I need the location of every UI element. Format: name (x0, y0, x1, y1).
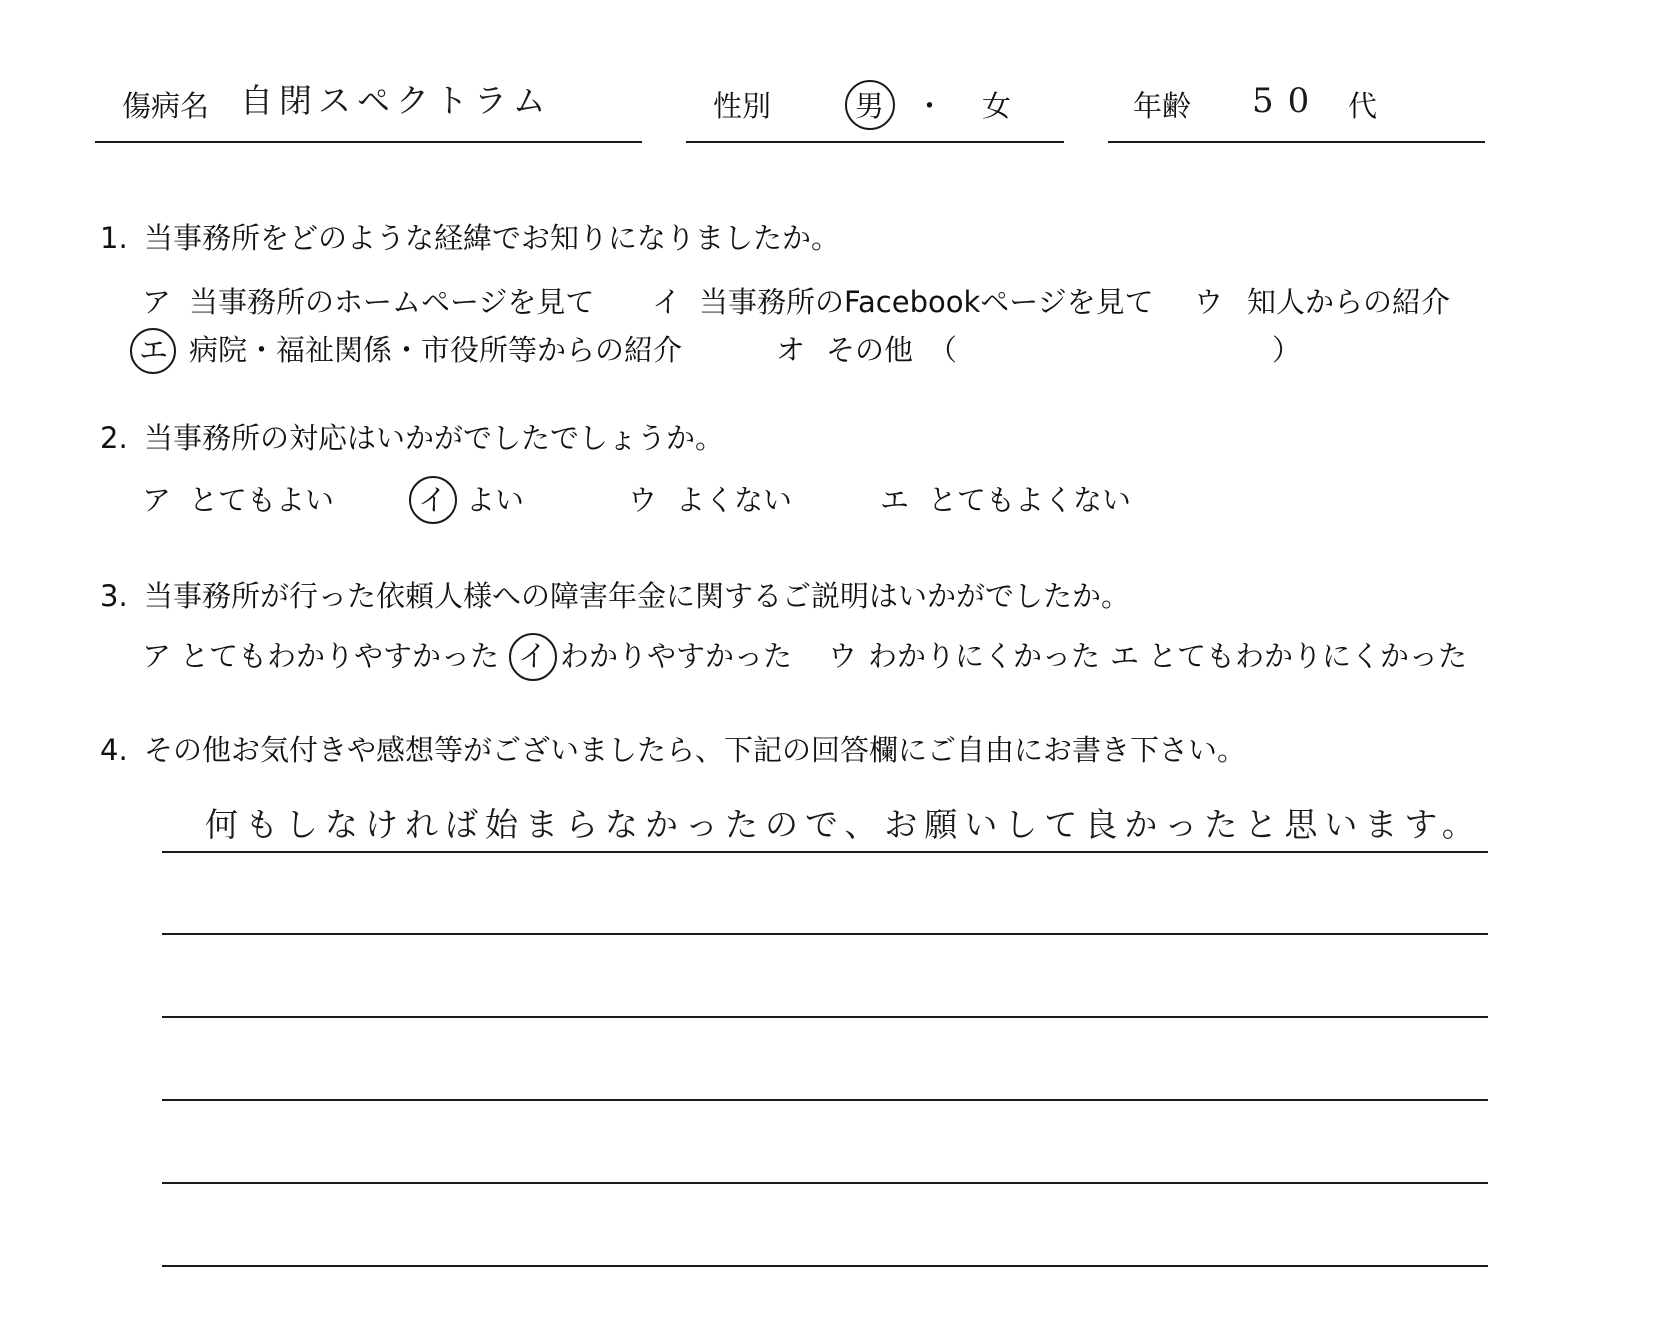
q2-option-a-mark: ア (142, 483, 172, 517)
q2-number: 2. (100, 421, 128, 455)
q1-option-c-text: 知人からの紹介 (1247, 285, 1451, 319)
diagnosis-label: 傷病名 (122, 89, 210, 123)
sex-label: 性別 (713, 89, 772, 123)
q3-question: 当事務所が行った依頼人様への障害年金に関するご説明はいかがでしたか。 (144, 579, 1131, 613)
q4-number: 4. (100, 733, 128, 767)
answer-line-1 (162, 851, 1488, 853)
age-underline (1108, 141, 1485, 143)
q1-option-d-text: 病院・福祉関係・市役所等からの紹介 (189, 333, 683, 367)
q1-option-d-mark: エ (139, 333, 169, 367)
q1-other-open-paren: （ (928, 333, 958, 367)
q2-option-c-mark: ウ (628, 483, 658, 517)
age-suffix: 代 (1348, 89, 1378, 123)
q1-option-e-mark: オ (776, 333, 806, 367)
q3-option-c-text: わかりにくかった (868, 639, 1101, 673)
q2-option-c-text: よくない (676, 483, 793, 517)
q3-option-c-mark: ウ (828, 639, 858, 673)
q2-question: 当事務所の対応はいかがでしたでしょうか。 (144, 421, 725, 455)
answer-line-3 (162, 1016, 1488, 1018)
age-label: 年齢 (1133, 89, 1192, 123)
age-value: 50 (1252, 81, 1324, 121)
sex-underline (686, 141, 1064, 143)
q1-option-b-mark: イ (652, 285, 682, 319)
q4-question: その他お気付きや感想等がございましたら、下記の回答欄にご自由にお書き下さい。 (144, 733, 1247, 767)
q1-option-c-mark: ウ (1194, 285, 1224, 319)
q3-option-b-mark: イ (518, 639, 548, 673)
q1-option-a-mark: ア (142, 285, 172, 319)
q2-option-d-mark: エ (880, 483, 910, 517)
q1-question: 当事務所をどのような経緯でお知りになりましたか。 (144, 221, 841, 255)
q3-option-a-mark: ア (142, 639, 172, 673)
q2-option-d-text: とてもよくない (928, 483, 1132, 517)
sex-separator: ・ (915, 89, 945, 123)
q3-option-b-text: わかりやすかった (560, 639, 793, 673)
answer-line-4 (162, 1099, 1488, 1101)
sex-male-option: 男 (855, 89, 885, 123)
q1-option-b-text: 当事務所のFacebookページを見て (699, 285, 1154, 319)
answer-line-6 (162, 1265, 1488, 1267)
q1-option-e-text: その他 (826, 333, 914, 367)
q3-option-a-text: とてもわかりやすかった (180, 639, 500, 673)
answer-line-2 (162, 933, 1488, 935)
q1-other-close-paren: ） (1272, 333, 1302, 367)
q3-option-d-text: とてもわかりにくかった (1148, 639, 1468, 673)
q1-number: 1. (100, 221, 128, 255)
diagnosis-value: 自閉スペクトラム (240, 81, 552, 120)
q2-option-b-text: よい (466, 483, 525, 517)
diagnosis-underline (95, 141, 642, 143)
q3-number: 3. (100, 579, 128, 613)
q3-option-d-mark: エ (1110, 639, 1140, 673)
q4-answer-text: 何もしなければ始まらなかったので、お願いして良かったと思います。 (205, 805, 1482, 844)
q2-option-b-mark: イ (418, 483, 448, 517)
answer-line-5 (162, 1182, 1488, 1184)
q2-option-a-text: とてもよい (189, 483, 335, 517)
q1-option-a-text: 当事務所のホームページを見て (189, 285, 595, 319)
sex-female-option: 女 (982, 89, 1012, 123)
